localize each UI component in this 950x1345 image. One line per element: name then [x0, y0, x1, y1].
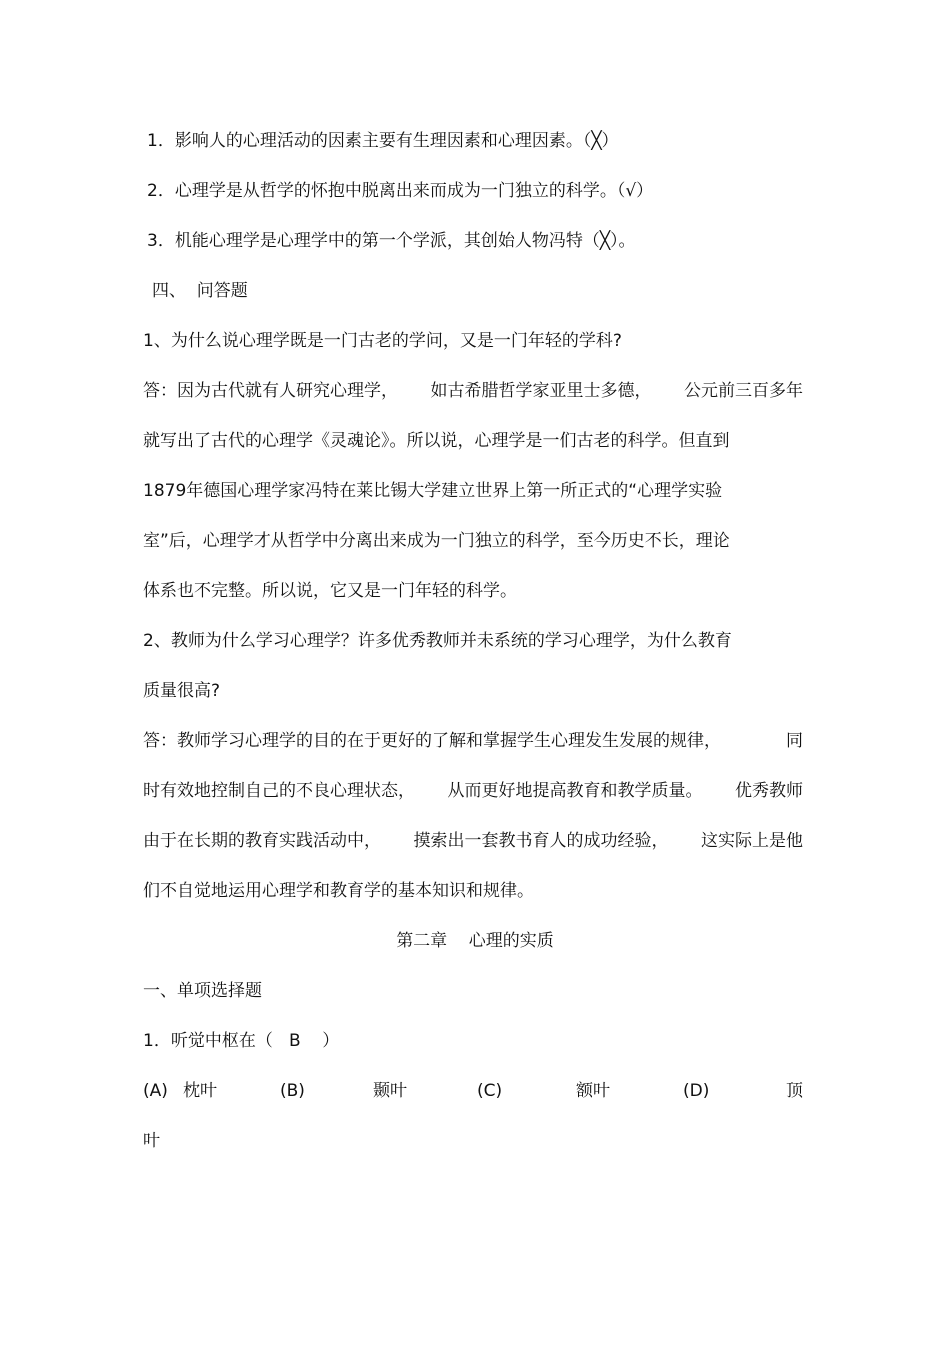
true-false-item-3: 3．机能心理学是心理学中的第一个学派，其创始人物冯特（╳）。: [147, 231, 636, 251]
mcq-1-question: 1．听觉中枢在（ B ）: [143, 1031, 340, 1051]
mcq-1-option-d-text: 顶: [786, 1081, 803, 1101]
answer-1-line-1-part-2: 如古希腊哲学家亚里士多德，: [430, 381, 652, 401]
question-2-line-2: 质量很高?: [143, 681, 221, 701]
answer-2-line-3: [143, 830, 803, 852]
question-1: 1、为什么说心理学既是一门古老的学问，又是一门年轻的学科?: [143, 331, 622, 351]
mcq-1-option-b-label: (B): [280, 1081, 305, 1101]
chapter-title: 第二章 心理的实质: [396, 931, 554, 951]
answer-1-line-1-part-1: 答：因为古代就有人研究心理学，: [143, 381, 398, 401]
answer-2-line-3-part-2: 摸索出一套教书育人的成功经验，: [413, 831, 669, 851]
answer-1-line-3: 1879年德国心理学家冯特在莱比锡大学建立世界上第一所正式的“心理学实验: [143, 481, 723, 501]
answer-1-line-2: 就写出了古代的心理学《灵魂论》。所以说，心理学是一们古老的科学。但直到: [143, 431, 730, 451]
section-heading-qa: 四、 问答题: [152, 281, 248, 301]
mcq-1-option-c-label: (C): [477, 1081, 503, 1101]
answer-2-line-1-part-2: 同: [786, 731, 803, 751]
mcq-1-option-b-text: 颞叶: [373, 1081, 407, 1101]
answer-1-line-5: 体系也不完整。所以说，它又是一门年轻的科学。: [143, 581, 517, 601]
answer-2-line-1-part-1: 答：教师学习心理学的目的在于更好的了解和掌握学生心理发生发展的规律，: [143, 731, 721, 751]
answer-2-line-2-part-1: 时有效地控制自己的不良心理状态，: [143, 781, 415, 801]
section-heading-single-choice: 一、单项选择题: [143, 981, 262, 1001]
mcq-1-option-a-text: 枕叶: [183, 1081, 217, 1101]
answer-2-line-2: [143, 780, 803, 802]
mcq-1-option-d-wrap: 叶: [143, 1131, 160, 1151]
answer-2-line-3-part-1: 由于在长期的教育实践活动中，: [143, 831, 381, 851]
answer-2-line-3-part-3: 这实际上是他: [701, 831, 803, 851]
answer-1-line-4: 室”后，心理学才从哲学中分离出来成为一门独立的科学，至今历史不长，理论: [143, 531, 730, 551]
true-false-item-2: 2．心理学是从哲学的怀抱中脱离出来而成为一门独立的科学。（√）: [147, 181, 654, 201]
answer-2-line-2-part-3: 优秀教师: [735, 781, 803, 801]
answer-2-line-4: 们不自觉地运用心理学和教育学的基本知识和规律。: [143, 881, 534, 901]
answer-1-line-1: [143, 380, 803, 402]
question-2-line-1: 2、教师为什么学习心理学？许多优秀教师并未系统的学习心理学，为什么教育: [143, 631, 732, 651]
answer-2-line-2-part-2: 从而更好地提高教育和教学质量。: [447, 781, 703, 801]
mcq-1-option-c-text: 额叶: [576, 1081, 610, 1101]
answer-1-line-1-part-3: 公元前三百多年: [684, 381, 803, 401]
true-false-item-1: 1．影响人的心理活动的因素主要有生理因素和心理因素。（╳）: [147, 131, 619, 151]
mcq-1-option-d-label: (D): [683, 1081, 710, 1101]
answer-2-line-1: [143, 730, 803, 752]
mcq-1-option-a-label: (A): [143, 1081, 168, 1101]
